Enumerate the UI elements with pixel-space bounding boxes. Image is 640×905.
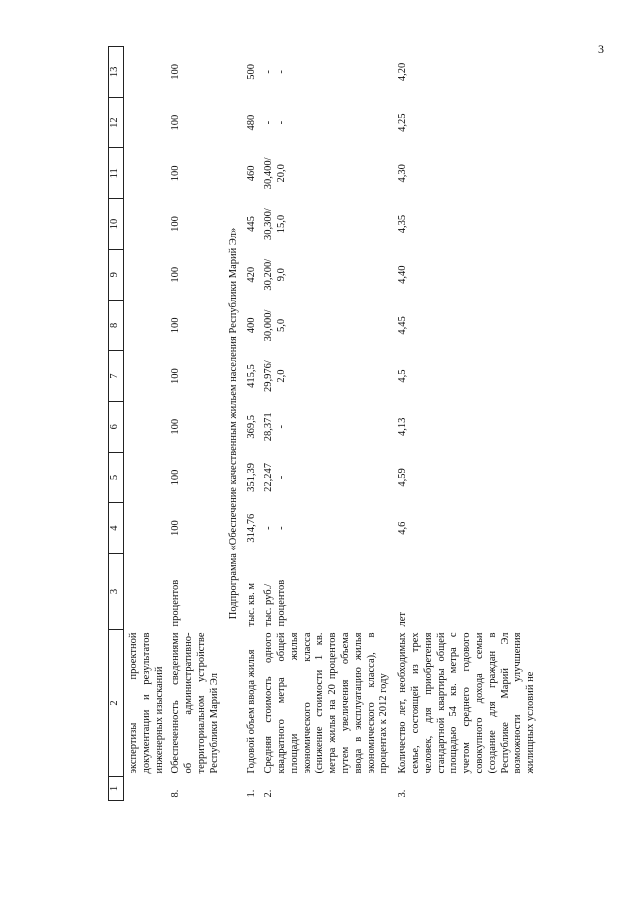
value-line: 20,0: [275, 164, 287, 183]
header-cell: 3: [109, 554, 124, 630]
value-cell: 400: [246, 317, 258, 334]
header-cell: 13: [109, 47, 124, 98]
header-cell: 8: [109, 300, 124, 351]
header-cell: 6: [109, 401, 124, 452]
value-cell: [259, 97, 391, 148]
value-line: -: [263, 526, 275, 530]
value-cell: 100: [170, 165, 182, 182]
table-row: [246, 47, 259, 801]
value-cell: [124, 97, 167, 148]
value-line: 29,976/: [263, 360, 275, 392]
value-cell: 100: [170, 317, 182, 334]
value-cell: [124, 452, 167, 503]
value-cell: 314,76: [246, 513, 258, 543]
value-cell: 480: [246, 114, 258, 131]
row-number: 2.: [263, 789, 275, 798]
row-number: [124, 777, 167, 801]
header-cell: 4: [109, 503, 124, 554]
value-cell: 100: [170, 368, 182, 384]
value-cell: [259, 401, 391, 452]
unit: тыс. кв. м: [246, 582, 258, 627]
value-cell: [124, 401, 167, 452]
value-cell: 100: [170, 520, 182, 537]
indicator-name: Количество лет, необходимых семье, состоящей из трех человек, для приобретения стандартной квартиры общей площадью 54 кв. метра с учетом среднего годового совокупного дохода семьи (создание для граждан в Республике Марий Эл возможности улучшения жилищных условий не: [397, 632, 537, 774]
rotated-table-wrapper: [108, 46, 635, 801]
value-cell: [124, 47, 167, 98]
value-line: 9,0: [275, 268, 287, 282]
value-cell: 4,25: [397, 113, 409, 132]
value-line: -: [263, 70, 275, 74]
value-cell: 100: [170, 266, 182, 283]
value-cell: 4,45: [397, 316, 409, 335]
value-line: 30,300/: [263, 208, 275, 240]
value-cell: [124, 503, 167, 554]
value-cell: 100: [170, 64, 182, 80]
value-cell: 4,59: [397, 468, 409, 487]
value-cell: 4,5: [397, 369, 409, 383]
value-line: -: [275, 475, 287, 480]
value-line: -: [275, 70, 287, 74]
value-cell: [124, 199, 167, 250]
header-row: [109, 47, 124, 801]
value-cell: 445: [246, 216, 258, 232]
value-cell: 100: [170, 114, 182, 131]
header-cell: 2: [109, 630, 124, 777]
value-cell: [259, 351, 391, 402]
header-cell: 7: [109, 351, 124, 402]
value-cell: 4,6: [397, 521, 409, 535]
value-cell: [124, 300, 167, 351]
unit: лет: [397, 612, 409, 627]
value-cell: [124, 148, 167, 199]
value-cell: 100: [170, 469, 182, 486]
value-cell: 369,5: [246, 414, 258, 439]
value-cell: 415,5: [246, 364, 258, 388]
value-cell: [259, 503, 391, 554]
header-cell: 10: [109, 199, 124, 250]
subprogram-title: Подпрограмма «Обеспечение качественным жильем населения Республики Марий Эл»: [227, 227, 239, 620]
header-cell: 11: [109, 148, 124, 199]
value-cell: 351,39: [246, 463, 258, 492]
row-number: 8.: [170, 789, 182, 798]
value-cell: 4,40: [397, 265, 409, 284]
value-cell: 4,35: [397, 214, 409, 234]
header-cell: 12: [109, 97, 124, 148]
indicators-table: [108, 46, 538, 801]
table-row: [124, 47, 167, 801]
row-number: 3.: [397, 789, 409, 798]
table-row: [166, 47, 221, 801]
value-cell: 460: [246, 165, 258, 182]
value-line: 28,371: [263, 412, 275, 442]
value-line: -: [275, 526, 287, 530]
indicator-name: Обеспеченность сведениями об административно-территориальном устройстве Республики Марий Эл: [170, 632, 220, 774]
value-line: -: [263, 120, 275, 125]
value-cell: [259, 249, 391, 300]
row-number: 1.: [246, 789, 258, 798]
header-cell: 1: [109, 777, 124, 801]
value-line: -: [275, 120, 287, 125]
indicator-name: Средняя стоимость одного квадратного метра общей площади жилья экономического класса (снижение стоимости 1 кв. метра жилья на 20 процентов путем увеличения объема ввода в эксплуатацию жилья экономического класса), в процентах к 2012 году: [263, 632, 390, 774]
value-line: 22,247: [263, 463, 275, 492]
header-cell: 9: [109, 249, 124, 300]
unit: процентов: [170, 579, 182, 627]
value-cell: [259, 148, 391, 199]
value-cell: [259, 452, 391, 503]
table-row: [259, 47, 391, 801]
value-cell: [259, 47, 391, 98]
value-cell: 420: [246, 266, 258, 283]
unit: тыс. руб./ процентов: [263, 579, 287, 627]
value-line: 30,200/: [263, 258, 275, 291]
unit: [124, 554, 167, 630]
page-number: 3: [598, 42, 604, 56]
value-line: 2,0: [275, 369, 287, 383]
value-cell: [259, 300, 391, 351]
value-cell: [124, 249, 167, 300]
indicator-name: Годовой объем ввода жилья: [246, 649, 258, 774]
value-line: 30,000/: [263, 309, 275, 342]
value-line: 15,0: [275, 214, 287, 234]
value-cell: 4,30: [397, 164, 409, 183]
value-cell: 100: [170, 418, 182, 435]
value-cell: [124, 351, 167, 402]
value-cell: 4,20: [397, 62, 409, 82]
value-cell: [259, 199, 391, 250]
header-cell: 5: [109, 452, 124, 503]
value-cell: 500: [246, 64, 258, 80]
value-cell: 100: [170, 216, 182, 232]
value-line: 5,0: [275, 318, 287, 332]
indicator-name: экспертизы проектной документации и результатов инженерных изысканий: [128, 632, 165, 774]
value-cell: 4,13: [397, 417, 409, 436]
subprogram-row: [222, 47, 247, 801]
table-row: [391, 47, 538, 801]
value-line: 30,400/: [263, 157, 275, 190]
value-line: -: [275, 425, 287, 429]
